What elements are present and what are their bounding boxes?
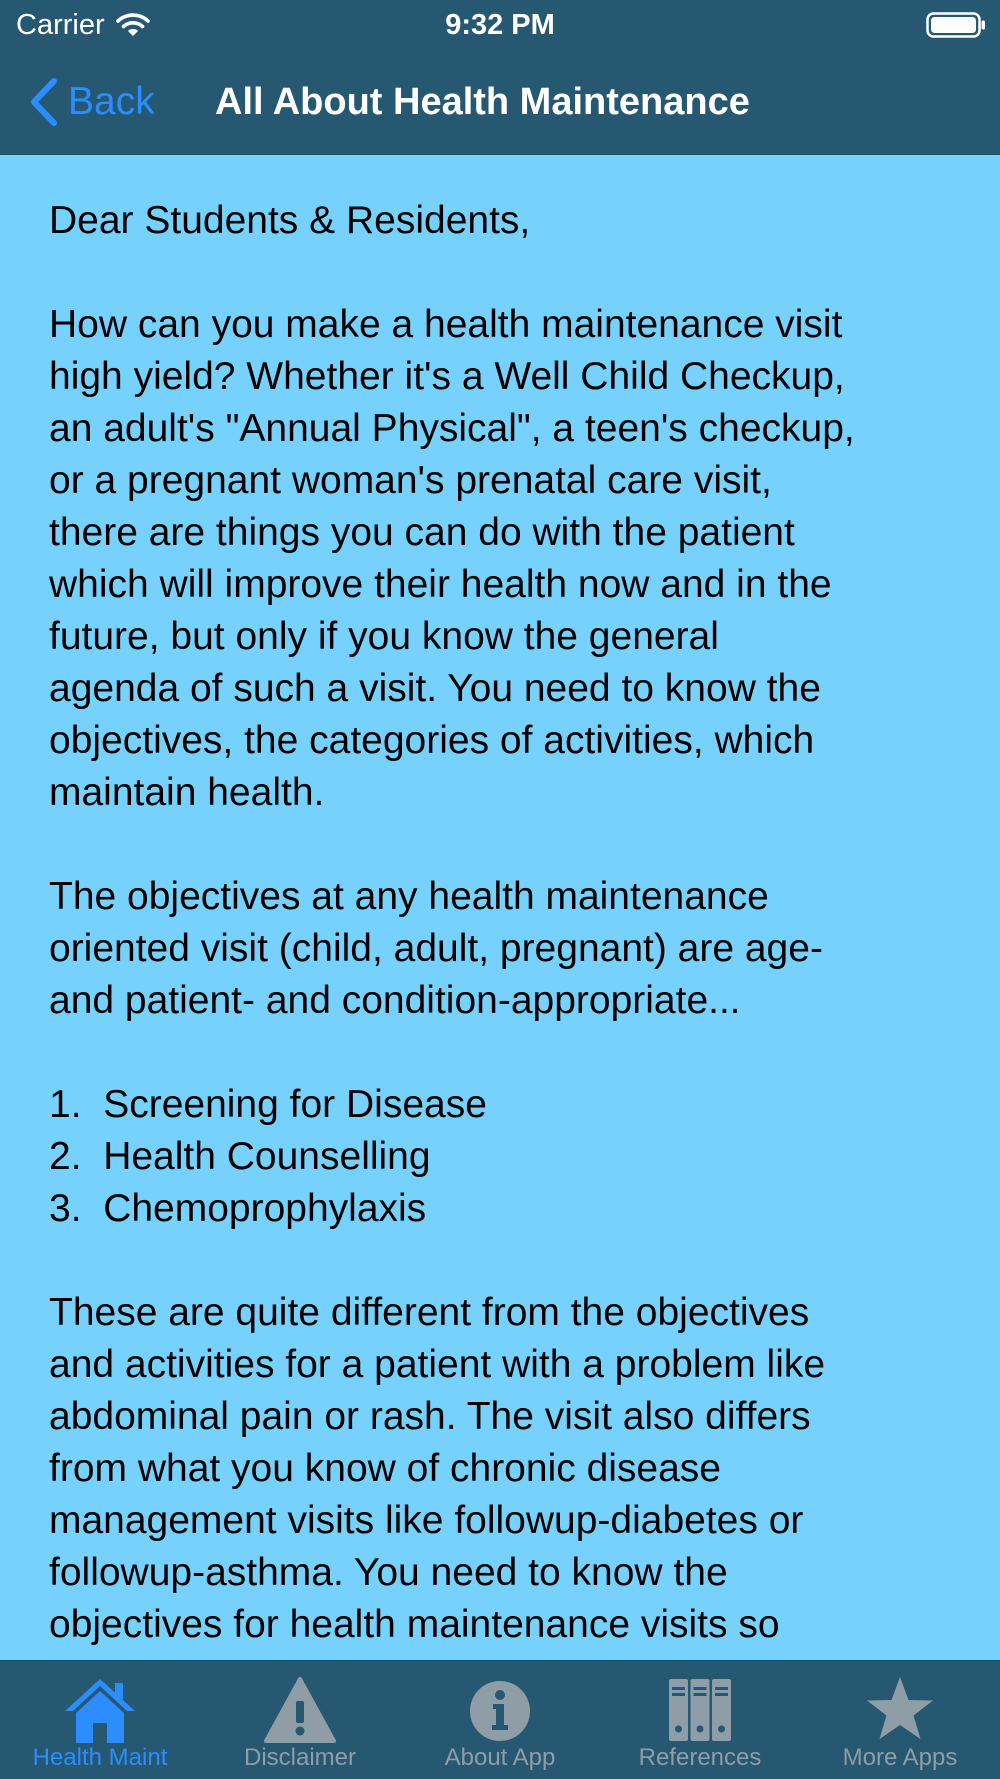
- tab-label: About App: [444, 1744, 556, 1771]
- page-title: All About Health Maintenance: [215, 81, 750, 123]
- navigation-bar: [0, 50, 1000, 154]
- tab-about-app[interactable]: [400, 1661, 600, 1779]
- battery-icon: [926, 12, 986, 38]
- list-item: 3. Chemoprophylaxis: [49, 1187, 427, 1230]
- star-icon: [862, 1673, 938, 1745]
- status-bar: [0, 0, 1000, 50]
- tab-disclaimer[interactable]: [200, 1661, 400, 1779]
- tab-references[interactable]: [600, 1661, 800, 1779]
- objectives-list: [49, 1079, 979, 1235]
- list-item: 1. Screening for Disease: [49, 1083, 487, 1126]
- info-icon: [462, 1673, 538, 1745]
- intro-paragraph: How can you make a health maintenance visit high yield? Whether it's a Well Child Checkup, an adult's "Annual Physical", a teen's checkup, or a pregnant woman's prenatal care visit, there are things you can do with the patient which will improve their health now and in the future, but only if you know the general agenda of such a visit. You need to know the objectives, the categories of activities, which maintain health.: [49, 303, 855, 814]
- article-scroll-view[interactable]: [0, 155, 1000, 1660]
- home-icon: [62, 1673, 138, 1745]
- carrier-label: Carrier: [16, 9, 105, 41]
- top-bar: [0, 0, 1000, 155]
- tab-label: More Apps: [842, 1744, 958, 1771]
- binders-icon: [662, 1673, 738, 1745]
- tab-label: Disclaimer: [243, 1744, 356, 1771]
- status-time: 9:32 PM: [445, 9, 555, 41]
- tab-bar: [0, 1660, 1000, 1779]
- article-text: [49, 195, 979, 1755]
- comparison-paragraph: These are quite different from the objectives and activities for a patient with a problem like abdominal pain or rash. The visit also differs from what you know of chronic disease management visits like followup-diabetes or followup-asthma. You need to know the objectives for health maintenance visits so: [49, 1291, 826, 1646]
- objectives-paragraph: The objectives at any health maintenance oriented visit (child, adult, pregnant) are age- and patient- and condition-appropriate...: [49, 875, 823, 1022]
- greeting-text: Dear Students & Residents,: [49, 199, 531, 242]
- chevron-left-icon: [28, 77, 60, 127]
- tab-health-maint[interactable]: [0, 1661, 200, 1779]
- back-button-label: Back: [68, 80, 155, 123]
- tab-label: References: [638, 1744, 762, 1771]
- tab-more-apps[interactable]: [800, 1661, 1000, 1779]
- warning-icon: [262, 1673, 338, 1745]
- list-item: 2. Health Counselling: [49, 1135, 431, 1178]
- back-button[interactable]: [28, 76, 155, 128]
- tab-label: Health Maint: [32, 1744, 168, 1771]
